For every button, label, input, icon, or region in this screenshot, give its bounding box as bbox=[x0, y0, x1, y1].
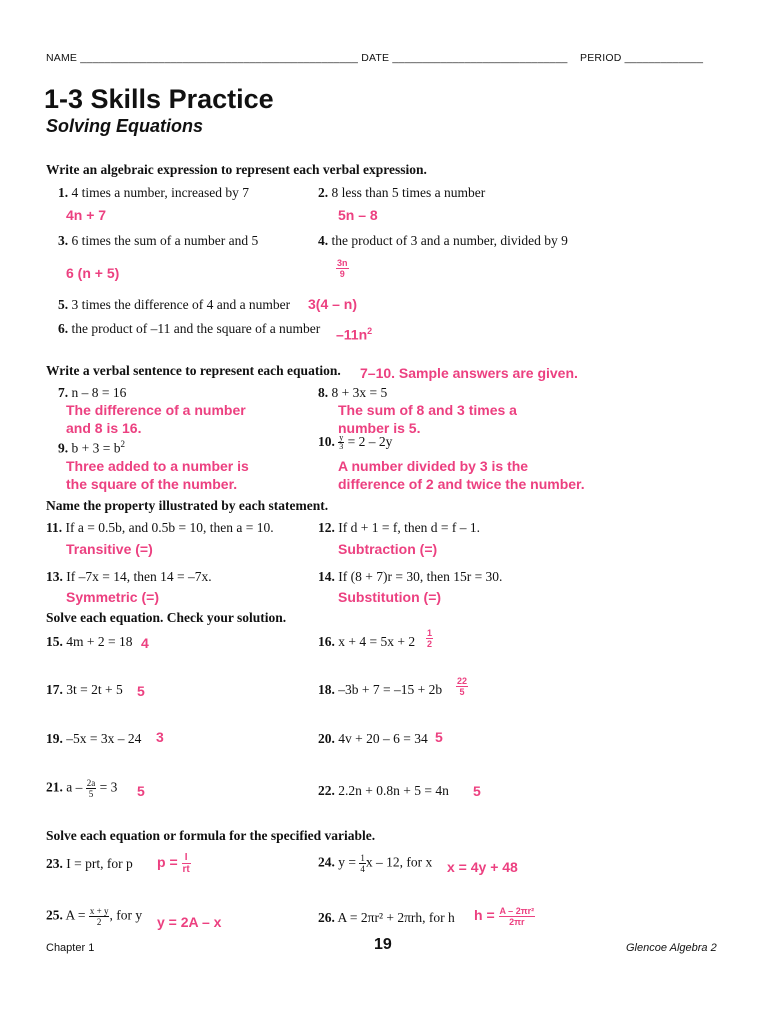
answer-3: 6 (n + 5) bbox=[66, 265, 120, 281]
section5-instruction: Solve each equation or formula for the specified variable. bbox=[46, 828, 376, 843]
question-1: 1. 4 times a number, increased by 7 bbox=[58, 185, 250, 200]
answer-5: 3(4 – n) bbox=[308, 296, 358, 312]
question-8: 8. 8 + 3x = 5 bbox=[318, 385, 388, 400]
answer-24: x = 4y + 48 bbox=[447, 859, 518, 875]
answer-25: y = 2A – x bbox=[157, 914, 222, 930]
question-6: 6. the product of –11 and the square of a number bbox=[58, 321, 321, 336]
question-26: 26. A = 2πr² + 2πrh, for h bbox=[318, 910, 455, 925]
section1-instruction: Write an algebraic expression to represent each verbal expression. bbox=[46, 162, 427, 177]
question-18: 18. –3b + 7 = –15 + 2b bbox=[318, 682, 443, 697]
question-3: 3. 6 times the sum of a number and 5 bbox=[58, 233, 259, 248]
answer-2: 5n – 8 bbox=[338, 207, 378, 223]
section2-instruction: Write a verbal sentence to represent each equation. bbox=[46, 363, 341, 378]
date-label: DATE bbox=[361, 52, 390, 64]
name-label: NAME bbox=[46, 52, 78, 64]
question-12: 12. If d + 1 = f, then d = f – 1. bbox=[318, 520, 480, 535]
footer-book: Glencoe Algebra 2 bbox=[626, 942, 717, 954]
question-4: 4. the product of 3 and a number, divided by 9 bbox=[318, 233, 568, 248]
question-14: 14. If (8 + 7)r = 30, then 15r = 30. bbox=[318, 569, 503, 584]
page-title: 1-3 Skills Practice bbox=[44, 84, 274, 114]
question-11: 11. If a = 0.5b, and 0.5b = 10, then a = 10. bbox=[46, 520, 274, 535]
answer-8-line1: The sum of 8 and 3 times a bbox=[338, 402, 517, 418]
answer-12: Subtraction (=) bbox=[338, 541, 438, 557]
answer-7-line1: The difference of a number bbox=[66, 402, 246, 418]
question-13: 13. If –7x = 14, then 14 = –7x. bbox=[46, 569, 212, 584]
period-blank[interactable]: _____________ bbox=[624, 52, 704, 64]
question-19: 19. –5x = 3x – 24 bbox=[46, 731, 142, 746]
answer-23: p = $\frac{I}{rt}$ bbox=[157, 852, 190, 875]
answer-17: 5 bbox=[137, 683, 145, 699]
question-10: 10. $\frac{y}{3}$ = 2 – 2y bbox=[318, 433, 393, 452]
answer-9-line2: the square of the number. bbox=[66, 476, 238, 492]
question-15: 15. 4m + 2 = 18 bbox=[46, 634, 133, 649]
question-9: 9. $b + 3 = b^2$ bbox=[58, 439, 125, 456]
question-16: 16. x + 4 = 5x + 2 bbox=[318, 634, 416, 649]
period-label: PERIOD bbox=[580, 52, 622, 64]
footer-chapter: Chapter 1 bbox=[46, 942, 95, 954]
question-7: 7. n – 8 = 16 bbox=[58, 385, 127, 400]
answer-4: $\frac{3n}{9}$ bbox=[337, 258, 348, 279]
section4-instruction: Solve each equation. Check your solution. bbox=[46, 610, 287, 625]
header-line bbox=[46, 52, 703, 64]
question-25: 25. A = $\frac{x + y}{2}$ , for y bbox=[46, 906, 143, 927]
question-24: 24. y = $\frac{1}{4}$ x – 12, for x bbox=[318, 853, 433, 874]
section2-note: 7–10. Sample answers are given. bbox=[360, 365, 578, 381]
answer-8-line2: number is 5. bbox=[338, 420, 421, 436]
answer-11: Transitive (=) bbox=[66, 541, 153, 557]
question-21: 21. a – $\frac{2a}{5}$ = 3 bbox=[46, 778, 118, 799]
footer-page-number: 19 bbox=[374, 936, 392, 953]
answer-20: 5 bbox=[435, 729, 443, 745]
name-blank[interactable]: ______________________________________________ bbox=[80, 52, 359, 64]
answer-6: $-11n^2$ bbox=[336, 326, 373, 343]
section3-instruction: Name the property illustrated by each statement. bbox=[46, 498, 329, 513]
answer-10-line1: A number divided by 3 is the bbox=[338, 458, 529, 474]
answer-26: h = $\frac{\text{A – 2πr²}}{2\pi r}$ bbox=[474, 906, 535, 927]
answer-19: 3 bbox=[156, 729, 164, 745]
answer-18: $\frac{22}{5}$ bbox=[457, 676, 468, 697]
answer-15: 4 bbox=[141, 635, 149, 651]
answer-21: 5 bbox=[137, 783, 145, 799]
date-blank[interactable]: _____________________________ bbox=[392, 52, 568, 64]
answer-10-line2: difference of 2 and twice the number. bbox=[338, 476, 585, 492]
answer-9-line1: Three added to a number is bbox=[66, 458, 249, 474]
answer-13: Symmetric (=) bbox=[66, 589, 159, 605]
question-17: 17. 3t = 2t + 5 bbox=[46, 682, 123, 697]
question-23: 23. I = prt, for p bbox=[46, 856, 133, 871]
answer-22: 5 bbox=[473, 783, 481, 799]
answer-16: $\frac{1}{2}$ bbox=[427, 628, 433, 649]
answer-14: Substitution (=) bbox=[338, 589, 442, 605]
answer-1: 4n + 7 bbox=[66, 207, 107, 223]
question-22: 22. 2.2n + 0.8n + 5 = 4n bbox=[318, 783, 449, 798]
answer-7-line2: and 8 is 16. bbox=[66, 420, 142, 436]
question-5: 5. 3 times the difference of 4 and a number bbox=[58, 297, 291, 312]
question-20: 20. 4v + 20 – 6 = 34 bbox=[318, 731, 428, 746]
page-subtitle: Solving Equations bbox=[46, 116, 204, 136]
question-2: 2. 8 less than 5 times a number bbox=[318, 185, 486, 200]
